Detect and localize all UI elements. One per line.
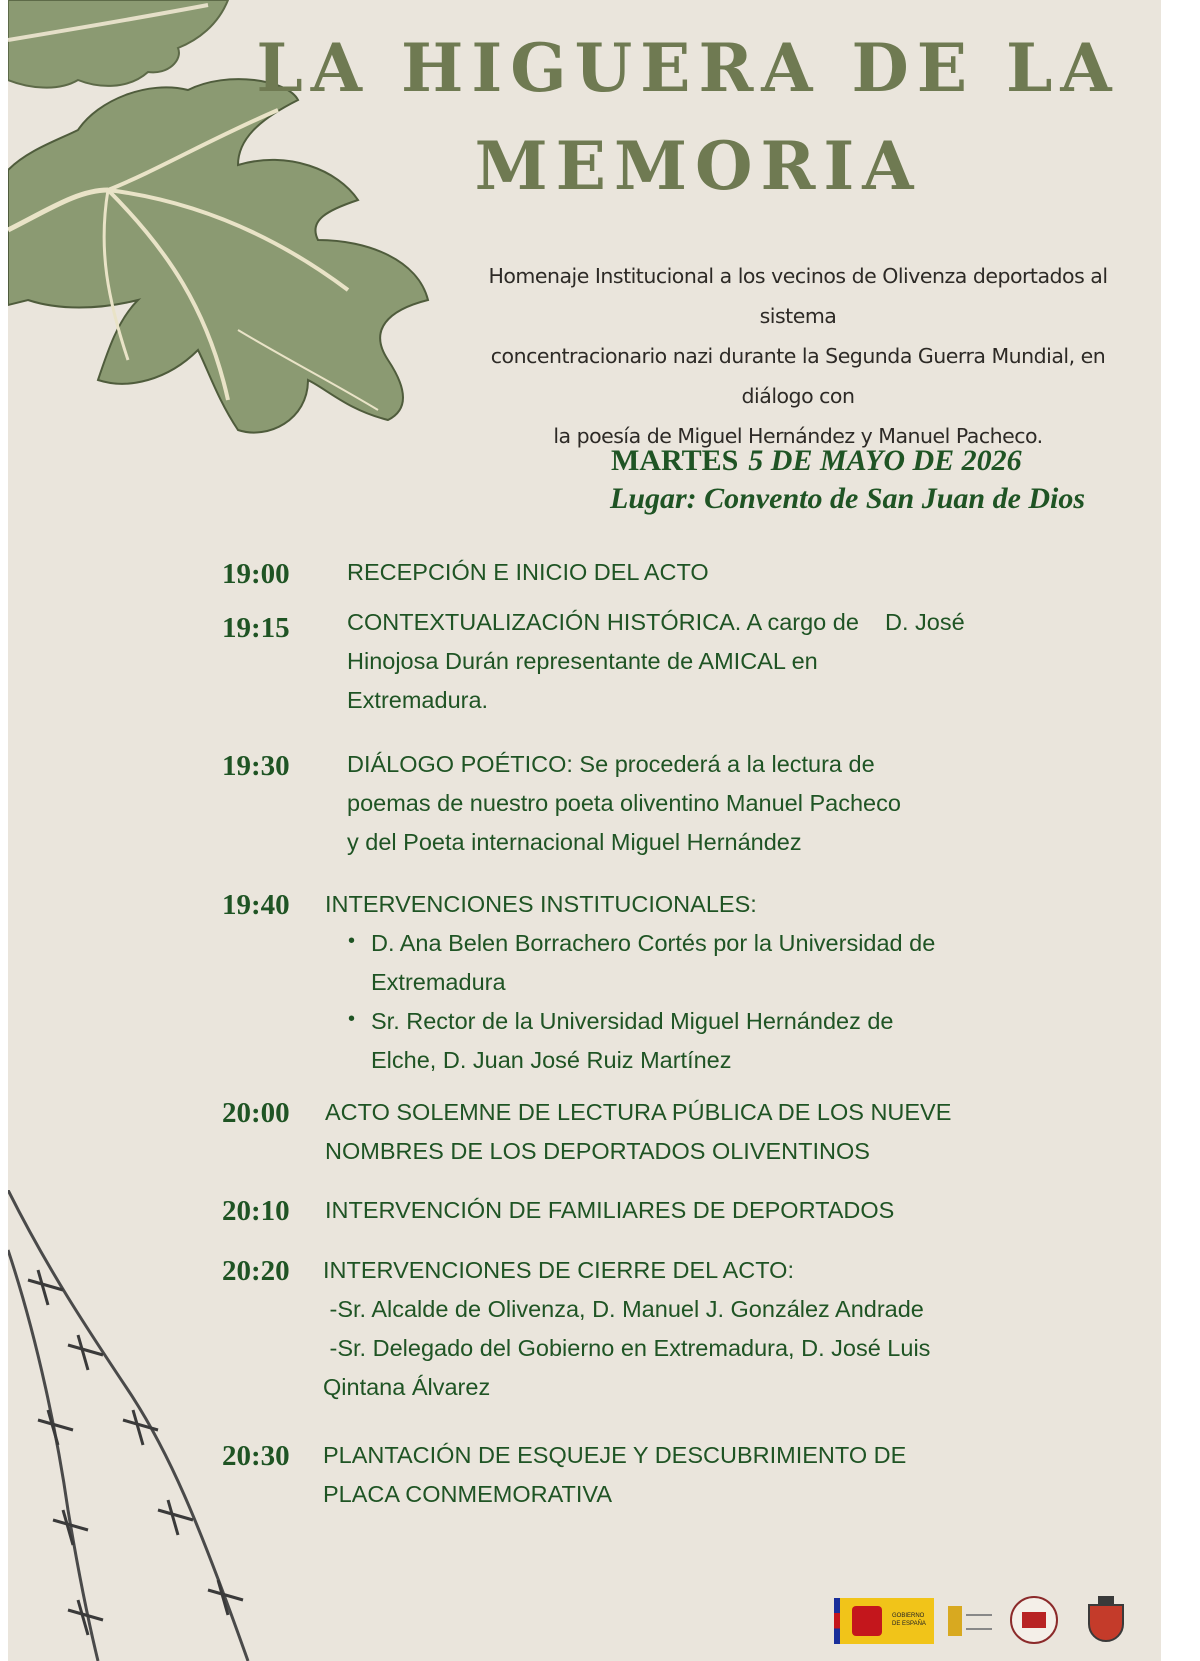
subtitle-line: la poesía de Miguel Hernández y Manuel Pacheco. — [553, 424, 1043, 448]
schedule-item-line: CONTEXTUALIZACIÓN HISTÓRICA. A cargo de D. José — [347, 609, 965, 635]
page-title-line-2: MEMORIA — [474, 127, 922, 205]
schedule-bullet-item — [371, 924, 935, 1002]
schedule-item-line: Extremadura. — [347, 687, 489, 713]
olivenza-coat-of-arms-logo — [1084, 1596, 1128, 1644]
page-title-line-1: LA HIGUERA DE LA — [256, 29, 1120, 107]
schedule-item — [347, 603, 965, 720]
schedule-item-line: PLACA CONMEMORATIVA — [323, 1481, 613, 1507]
gobierno-espana-logo — [834, 1598, 934, 1644]
schedule-item — [323, 1251, 930, 1407]
schedule-time: 19:15 — [222, 612, 290, 644]
schedule-bullet-item — [371, 1002, 894, 1080]
schedule-item-heading — [325, 885, 757, 924]
schedule-item-line: PLANTACIÓN DE ESQUEJE Y DESCUBRIMIENTO DE — [323, 1442, 907, 1468]
subtitle — [453, 256, 1143, 456]
page-margin — [1161, 0, 1200, 1661]
schedule-item-line: RECEPCIÓN E INICIO DEL ACTO — [347, 559, 709, 585]
schedule-time: 20:00 — [222, 1097, 290, 1129]
eu-flag-stripe — [834, 1598, 840, 1644]
schedule-item-line: -Sr. Alcalde de Olivenza, D. Manuel J. González Andrade — [323, 1296, 924, 1322]
schedule-item-line: D. Ana Belen Borrachero Cortés por la Universidad de — [371, 930, 936, 956]
schedule-item-line: Hinojosa Durán representante de AMICAL en — [347, 648, 818, 674]
event-venue: Lugar: Convento de San Juan de Dios — [610, 482, 1086, 515]
schedule-item-line: Sr. Rector de la Universidad Miguel Hernández de — [371, 1008, 894, 1034]
universidad-extremadura-logo — [948, 1602, 994, 1640]
schedule-item-line: ACTO SOLEMNE DE LECTURA PÚBLICA DE LOS NUEVE — [325, 1099, 952, 1125]
schedule-item — [347, 553, 709, 592]
gobierno-logo-text: GOBIERNO DE ESPAÑA — [892, 1613, 926, 1627]
schedule-item-line: DIÁLOGO POÉTICO: Se procederá a la lectura de — [347, 751, 875, 777]
schedule-item-line: y del Poeta internacional Miguel Hernández — [347, 829, 802, 855]
schedule-time: 19:40 — [222, 889, 290, 921]
event-day: MARTES — [611, 444, 739, 477]
universidad-miguel-hernandez-logo — [1010, 1596, 1058, 1644]
subtitle-line: concentracionario nazi durante la Segunda Guerra Mundial, en diálogo con — [490, 344, 1106, 408]
bullet-icon: • — [348, 930, 356, 952]
event-date — [611, 442, 1022, 480]
fig-leaf-main-illustration — [8, 60, 448, 440]
bullet-icon: • — [348, 1008, 356, 1030]
schedule-item — [323, 1436, 906, 1514]
subtitle-line: Homenaje Institucional a los vecinos de Olivenza deportados al sistema — [488, 264, 1108, 328]
spain-coat-of-arms-icon — [852, 1606, 882, 1636]
schedule-time: 20:20 — [222, 1255, 290, 1287]
schedule-item-line: poemas de nuestro poeta oliventino Manuel Pacheco — [347, 790, 901, 816]
schedule-item-line: Elche, D. Juan José Ruiz Martínez — [371, 1047, 732, 1073]
schedule-item — [325, 1191, 894, 1230]
schedule-item — [325, 1093, 951, 1171]
schedule-time: 19:30 — [222, 750, 290, 782]
schedule-time: 20:10 — [222, 1195, 290, 1227]
schedule-item-line: INTERVENCIONES INSTITUCIONALES: — [325, 891, 757, 917]
schedule-item-line: -Sr. Delegado del Gobierno en Extremadura, D. José Luis — [323, 1335, 931, 1361]
sponsor-logos — [834, 1594, 1144, 1646]
event-date-text: 5 DE MAYO DE 2026 — [748, 444, 1022, 477]
schedule-time: 19:00 — [222, 558, 290, 590]
schedule-item-line: NOMBRES DE LOS DEPORTADOS OLIVENTINOS — [325, 1138, 870, 1164]
schedule-item-line: INTERVENCIÓN DE FAMILIARES DE DEPORTADOS — [325, 1197, 895, 1223]
poster — [8, 0, 1161, 1661]
schedule-item — [347, 745, 901, 862]
schedule-item-line: Qintana Álvarez — [323, 1374, 491, 1400]
schedule-time: 20:30 — [222, 1440, 290, 1472]
schedule-item-line: Extremadura — [371, 969, 506, 995]
schedule-item-line: INTERVENCIONES DE CIERRE DEL ACTO: — [323, 1257, 794, 1283]
